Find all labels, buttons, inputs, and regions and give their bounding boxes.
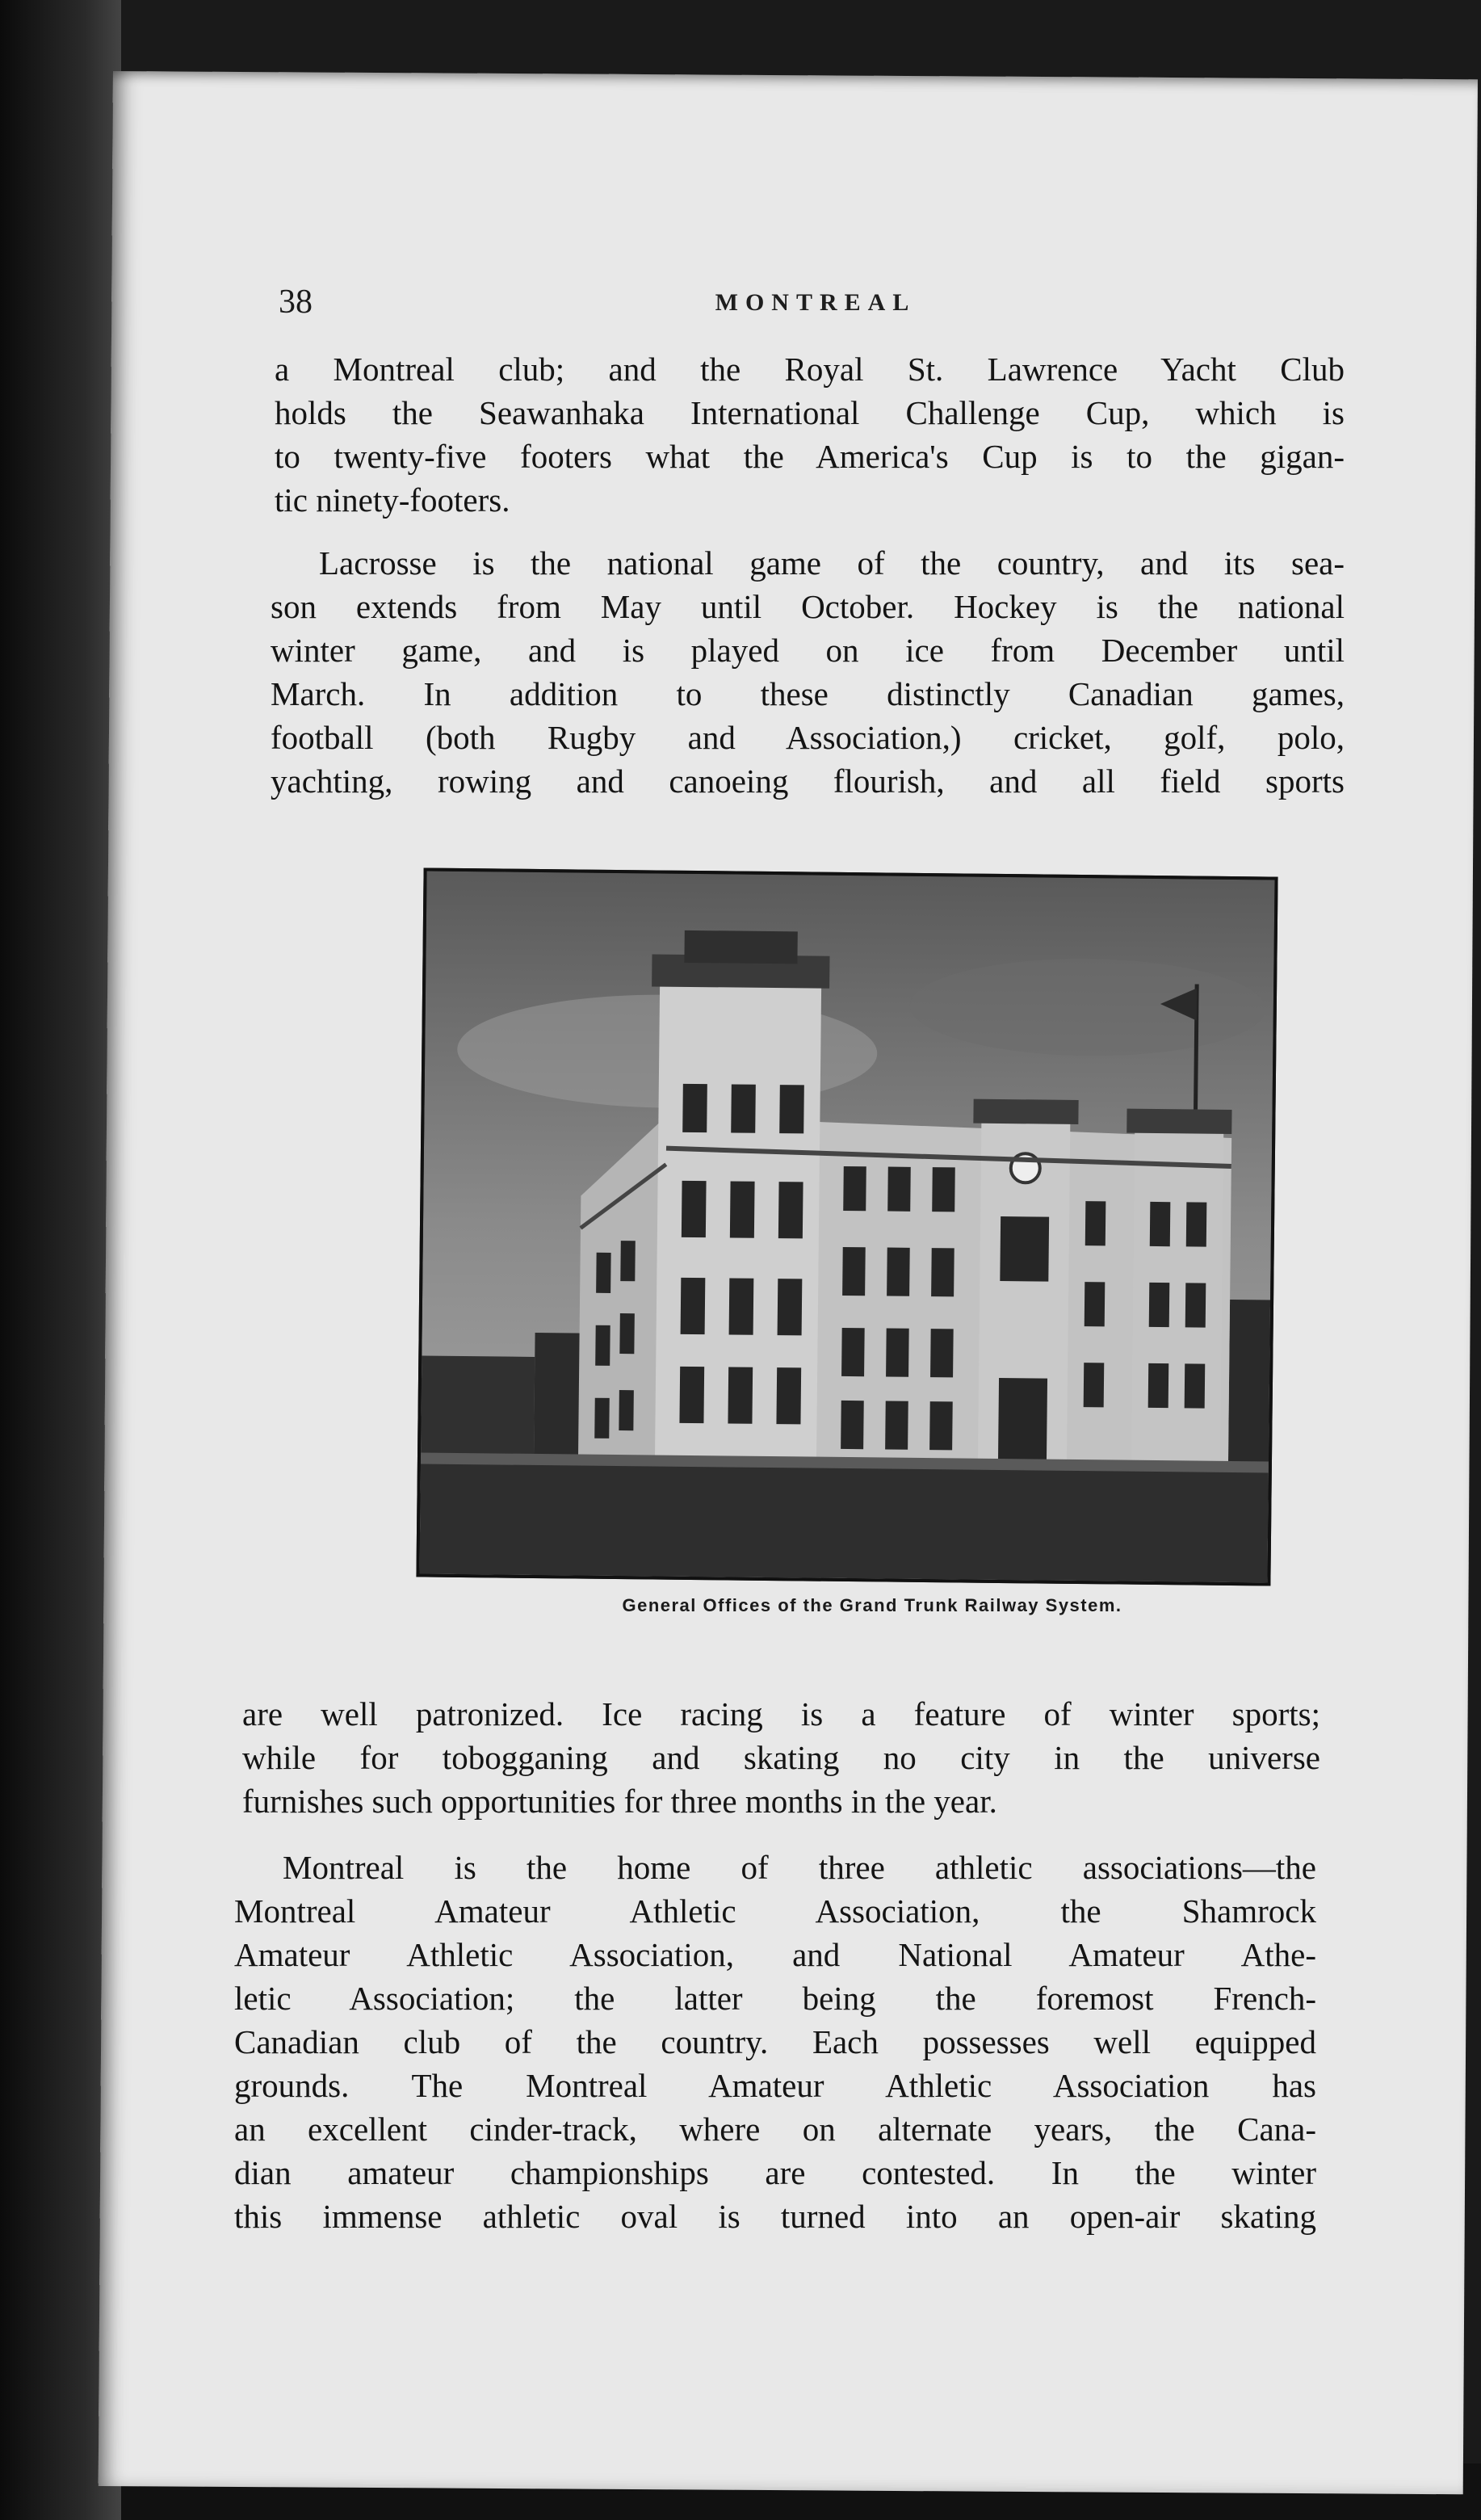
paragraph: [271, 541, 1345, 803]
text-line: tic ninety-footers.: [275, 481, 510, 519]
text-line: to twenty-five footers what the America's Cup is to the gigan-: [275, 438, 1345, 475]
text-line: an excellent cinder-track, where on alternate years, the Cana-: [234, 2110, 1316, 2148]
text-line: grounds. The Montreal Amateur Athletic Association has: [234, 2067, 1316, 2104]
text-line: Montreal Amateur Athletic Association, the Shamrock: [234, 1892, 1316, 1930]
text-line: March. In addition to these distinctly Canadian games,: [271, 675, 1345, 712]
text-line: Amateur Athletic Association, and National Amateur Athe-: [234, 1936, 1316, 1973]
text-line: football (both Rugby and Association,) cricket, golf, polo,: [271, 719, 1345, 756]
text-line: Montreal is the home of three athletic associations—the: [283, 1849, 1316, 1886]
text-line: are well patronized. Ice racing is a feature of winter sports;: [242, 1695, 1320, 1732]
running-title: MONTREAL: [715, 289, 917, 316]
text-line: son extends from May until October. Hockey is the national: [271, 588, 1345, 625]
text-line: dian amateur championships are contested. In the winter: [234, 2154, 1316, 2191]
text-line: a Montreal club; and the Royal St. Lawrence Yacht Club: [275, 351, 1345, 388]
text-line: holds the Seawanhaka International Challenge Cup, which is: [275, 394, 1345, 431]
building-photograph: [416, 867, 1278, 1586]
text-line: while for tobogganing and skating no city in the universe: [242, 1739, 1320, 1776]
figure-caption: General Offices of the Grand Trunk Railway System.: [622, 1595, 1122, 1615]
running-head: [279, 283, 1353, 331]
text-line: Canadian club of the country. Each possesses well equipped: [234, 2023, 1316, 2060]
text-line: winter game, and is played on ice from December until: [271, 632, 1345, 669]
paragraph: [275, 347, 1345, 522]
text-line: letic Association; the latter being the foremost French-: [234, 1980, 1316, 2017]
paragraph: [234, 1846, 1316, 2238]
text-line: Lacrosse is the national game of the country, and its sea-: [319, 544, 1345, 582]
text-line: this immense athletic oval is turned into an open-air skating: [234, 2198, 1316, 2235]
page-number: 38: [279, 284, 313, 321]
building-illustration: [419, 872, 1274, 1583]
text-line: furnishes such opportunities for three months in the year.: [242, 1783, 997, 1820]
paragraph: [242, 1692, 1320, 1823]
text-line: yachting, rowing and canoeing flourish, and all field sports: [271, 762, 1345, 800]
